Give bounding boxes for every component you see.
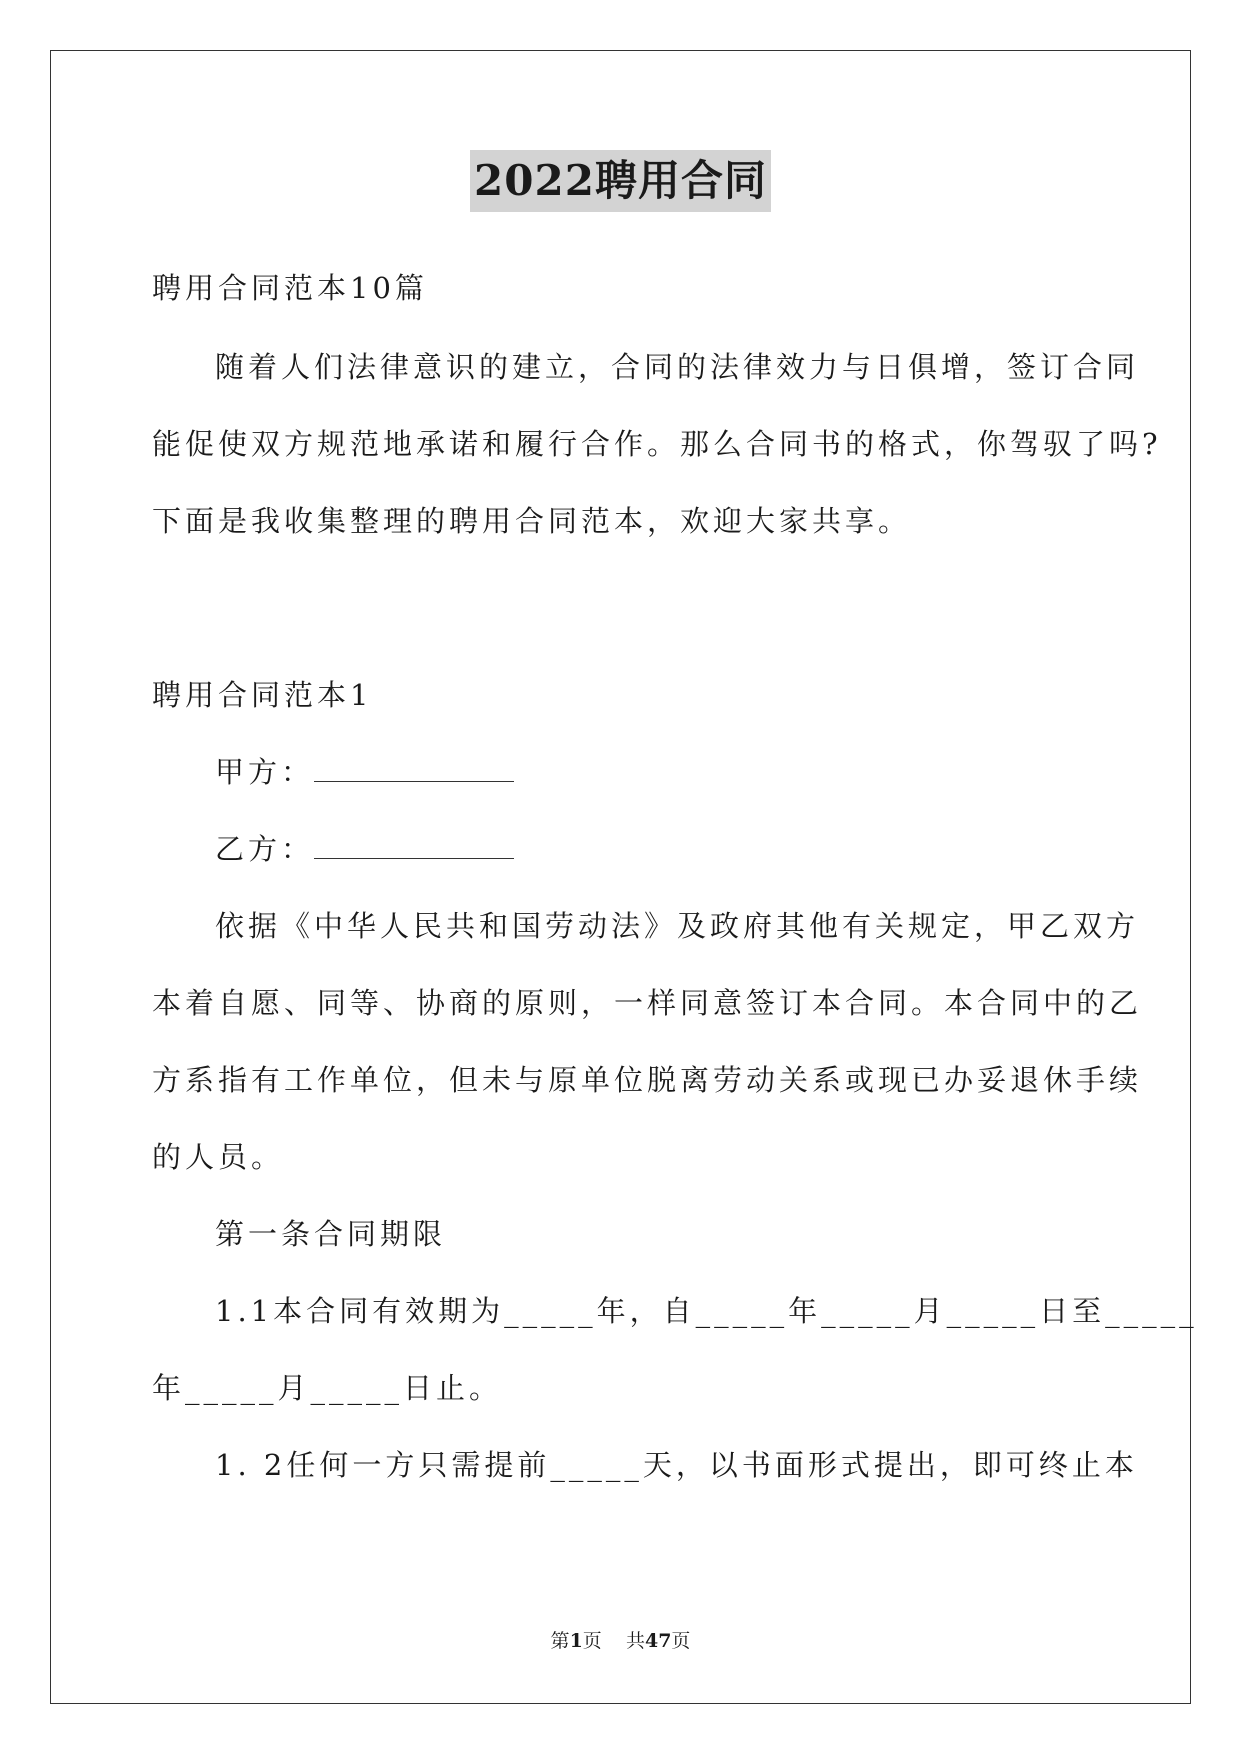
basis-line-4: 的人员。 xyxy=(152,1140,285,1174)
article-1-heading: 第一条合同期限 xyxy=(215,1217,447,1251)
party-a-label: 甲方： xyxy=(215,755,315,789)
clause-1-1-line-2: 年_____月_____日止。 xyxy=(152,1371,503,1405)
basis-line-2: 本着自愿、同等、协商的原则，一样同意签订本合同。本合同中的乙 xyxy=(152,986,1143,1020)
title-container xyxy=(0,150,1241,212)
party-b-row xyxy=(215,829,514,869)
intro-line-3: 下面是我收集整理的聘用合同范本，欢迎大家共享。 xyxy=(152,504,912,538)
basis-line-3: 方系指有工作单位，但未与原单位脱离劳动关系或现已办妥退休手续 xyxy=(152,1063,1143,1097)
footer-suffix: 页 xyxy=(671,1630,691,1652)
subtitle: 聘用合同范本10篇 xyxy=(152,271,428,305)
footer-current-page: 1 xyxy=(569,1630,583,1652)
clause-1-1-line-1: 1.1本合同有效期为_____年，自_____年_____月_____日至_____ xyxy=(215,1294,1198,1328)
page-footer xyxy=(0,1628,1241,1654)
footer-middle: 页 共 xyxy=(582,1630,645,1652)
section-heading: 聘用合同范本1 xyxy=(152,678,373,712)
party-a-row xyxy=(215,752,514,792)
intro-line-1: 随着人们法律意识的建立，合同的法律效力与日俱增，签订合同 xyxy=(215,350,1140,384)
party-b-label: 乙方： xyxy=(215,832,315,866)
basis-line-1: 依据《中华人民共和国劳动法》及政府其他有关规定，甲乙双方 xyxy=(215,909,1140,943)
footer-total-pages: 47 xyxy=(644,1630,672,1652)
party-b-blank xyxy=(314,830,514,859)
party-a-blank xyxy=(314,753,514,782)
document-title: 2022聘用合同 xyxy=(470,150,771,212)
footer-prefix: 第 xyxy=(550,1630,570,1652)
clause-1-2-line-1: 1. 2任何一方只需提前_____天，以书面形式提出，即可终止本 xyxy=(215,1448,1138,1482)
intro-line-2: 能促使双方规范地承诺和履行合作。那么合同书的格式，你驾驭了吗? xyxy=(152,427,1162,461)
